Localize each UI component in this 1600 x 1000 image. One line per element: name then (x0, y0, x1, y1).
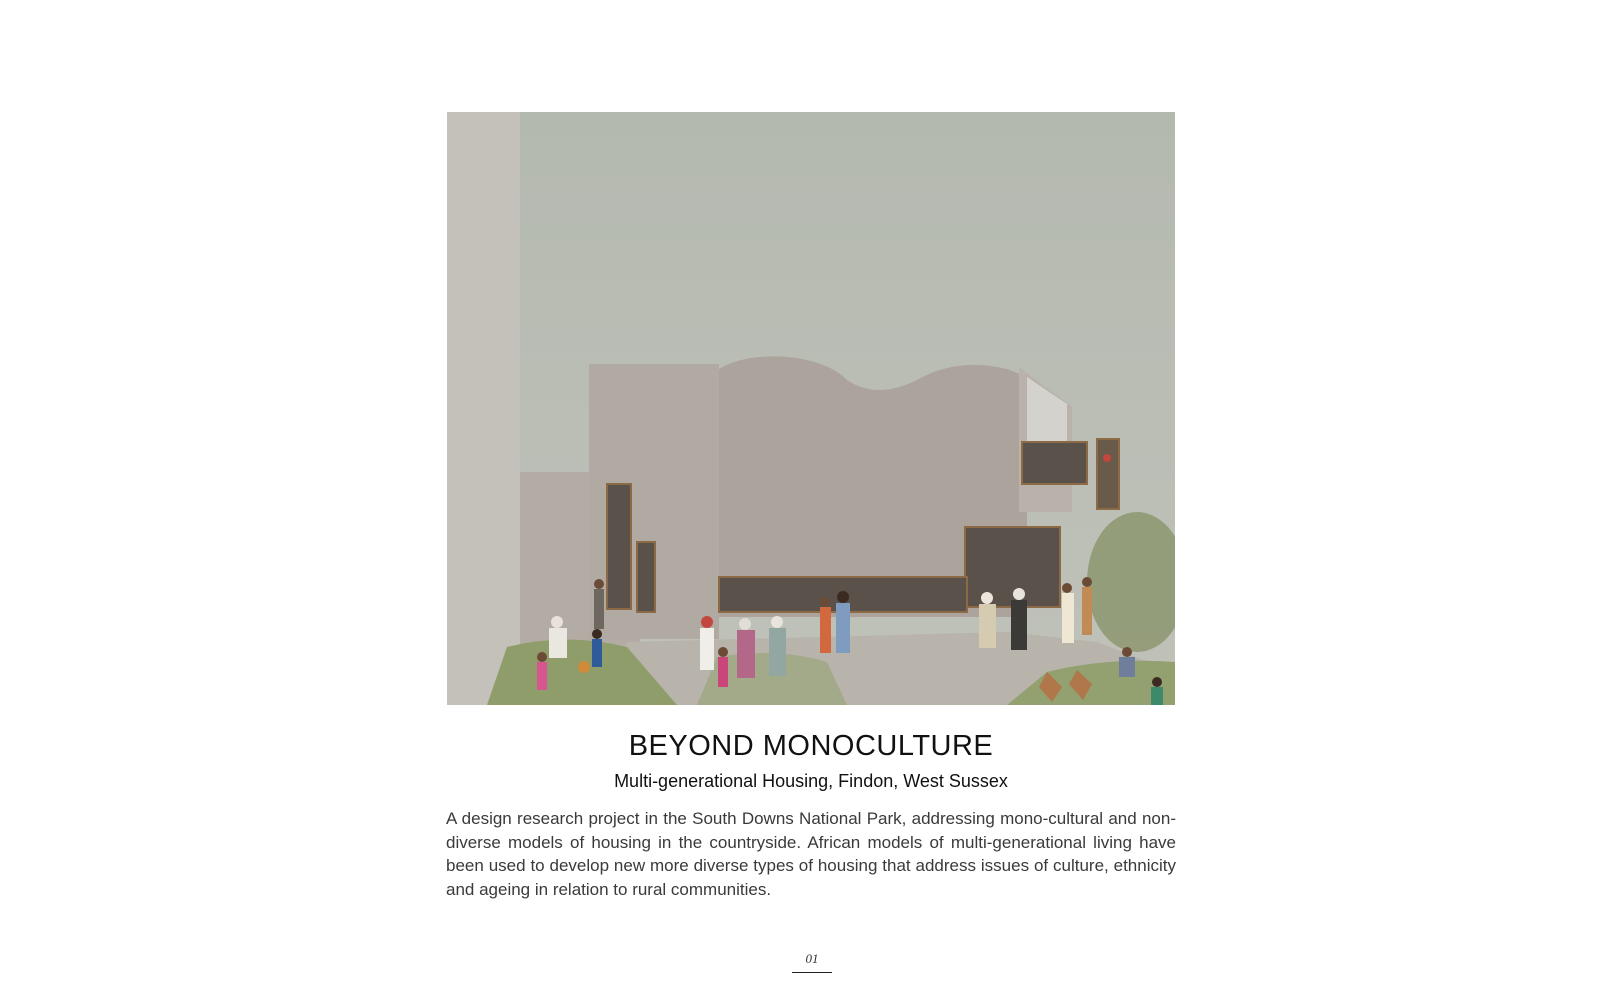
tall-window (607, 484, 631, 609)
project-subtitle: Multi-generational Housing, Findon, West Sussex (614, 771, 1008, 791)
page-number: 01 (805, 951, 819, 966)
left-wall (447, 112, 520, 705)
corner-window (965, 527, 1060, 607)
project-description: A design research project in the South Downs National Park, addressing mono-cultural and non-diverse models of housing in the countryside. African models of multi-generational living have been used to develop new more diverse types of housing that address issues of culture, ethnicity and ageing in relation to rural communities. (446, 809, 1176, 899)
building-illustration (447, 112, 1175, 705)
project-title: BEYOND MONOCULTURE (628, 730, 994, 762)
balcony (1097, 439, 1119, 509)
page-number-underline (792, 972, 832, 973)
project-hero-image (447, 112, 1175, 705)
door-window (637, 542, 655, 612)
upper-window (1022, 442, 1087, 484)
